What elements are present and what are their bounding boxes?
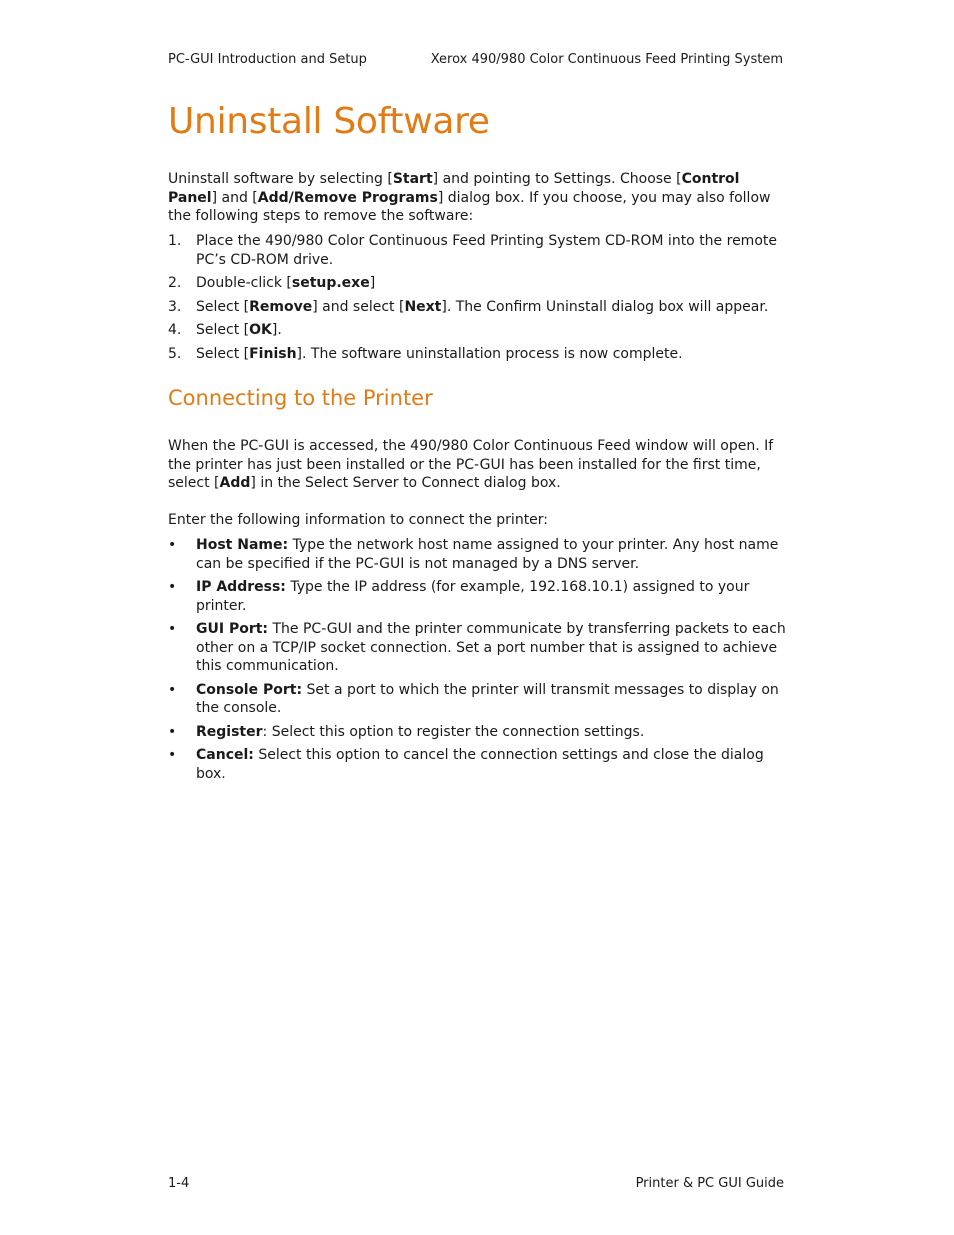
section-title-uninstall: Uninstall Software [168,101,490,142]
text-run: Uninstall software by selecting [ [168,171,393,187]
text-run: ] and select [ [312,298,405,315]
bold-term: Console Port: [196,681,303,698]
text-run: ]. The Confirm Uninstall dialog box will appear. [441,298,769,315]
text-run: ] dialog box. If you choose, you may also follow the following steps to remove the software: [168,189,771,224]
bold-term: Cancel: [196,747,254,763]
bullet-item [168,723,788,742]
connecting-intro [168,437,788,493]
text-run: : Select this option to register the connection settings. [262,723,645,740]
step-item [168,345,788,364]
list-marker: • [168,537,177,553]
bold-term: Start [392,171,433,187]
guide-title: Printer & PC GUI Guide [635,1176,784,1191]
bold-term: Add/Remove Programs [257,189,438,206]
bullet-item [168,620,788,676]
list-marker: 2. [168,275,182,291]
list-marker: • [168,723,177,740]
text-run: Place the 490/980 Color Continuous Feed Printing System CD-ROM into the remote PC’s CD-ROM drive. [196,233,777,268]
text-run: When the PC-GUI is accessed, the 490/980 Color Continuous Feed window will open. If the printer has just been installed or the PC-GUI has been installed for the first time, select [ [168,438,774,491]
bullet-item [168,578,788,615]
text-run: ] in the Select Server to Connect dialog box. [250,475,561,491]
text-run: Select [ [196,322,250,338]
step-item [168,298,788,317]
bold-term: Control Panel [168,171,740,206]
bold-term: Finish [249,345,297,362]
bold-term: Add [219,475,251,491]
bold-term: setup.exe [291,275,370,291]
text-run: ] [369,275,376,291]
text-run: ] and pointing to Settings. Choose [ [432,171,682,187]
connection-fields-list [168,536,788,788]
uninstall-intro [168,170,788,226]
list-marker: • [168,579,177,595]
text-run: Type the network host name assigned to your printer. Any host name can be specified if the PC-GUI is not managed by a DNS server. [196,537,779,572]
step-item [168,321,788,340]
bullet-item [168,746,788,783]
text-run: ]. The software uninstallation process is now complete. [296,345,683,362]
text-run: Select this option to cancel the connection settings and close the dialog box. [196,747,764,782]
list-marker: 3. [168,298,182,315]
bullet-item [168,536,788,573]
bold-term: Host Name: [196,537,289,553]
running-header-right: Xerox 490/980 Color Continuous Feed Printing System [430,52,783,67]
list-marker: • [168,747,177,763]
list-marker: 4. [168,322,182,338]
text-run: Double-click [ [196,275,292,291]
text-run: Type the IP address (for example, 192.168.10.1) assigned to your printer. [196,579,750,614]
bold-term: IP Address: [196,579,286,595]
bullet-item [168,681,788,718]
text-run: The PC-GUI and the printer communicate by transferring packets to each other on a TCP/IP socket connection. Set a port number that is assigned to achieve this communication. [196,621,786,674]
step-item [168,232,788,269]
bold-term: Next [404,298,442,315]
step-item [168,274,788,293]
list-marker: • [168,621,177,637]
bold-term: OK [249,322,272,338]
section-title-connecting: Connecting to the Printer [168,386,433,410]
text-run: Set a port to which the printer will transmit messages to display on the console. [196,681,779,716]
list-marker: 5. [168,345,182,362]
text-run: ] and [ [211,189,258,206]
page-number: 1-4 [168,1176,190,1191]
text-run: Select [ [196,298,250,315]
bold-term: GUI Port: [196,621,269,637]
text-run: ]. [271,322,282,338]
text-run: Select [ [196,345,250,362]
connecting-lead: Enter the following information to connect the printer: [168,512,549,528]
uninstall-steps [168,232,788,368]
list-marker: 1. [168,233,182,249]
bold-term: Remove [249,298,313,315]
running-header-left: PC-GUI Introduction and Setup [168,52,367,67]
bold-term: Register [196,723,263,740]
list-marker: • [168,681,177,698]
